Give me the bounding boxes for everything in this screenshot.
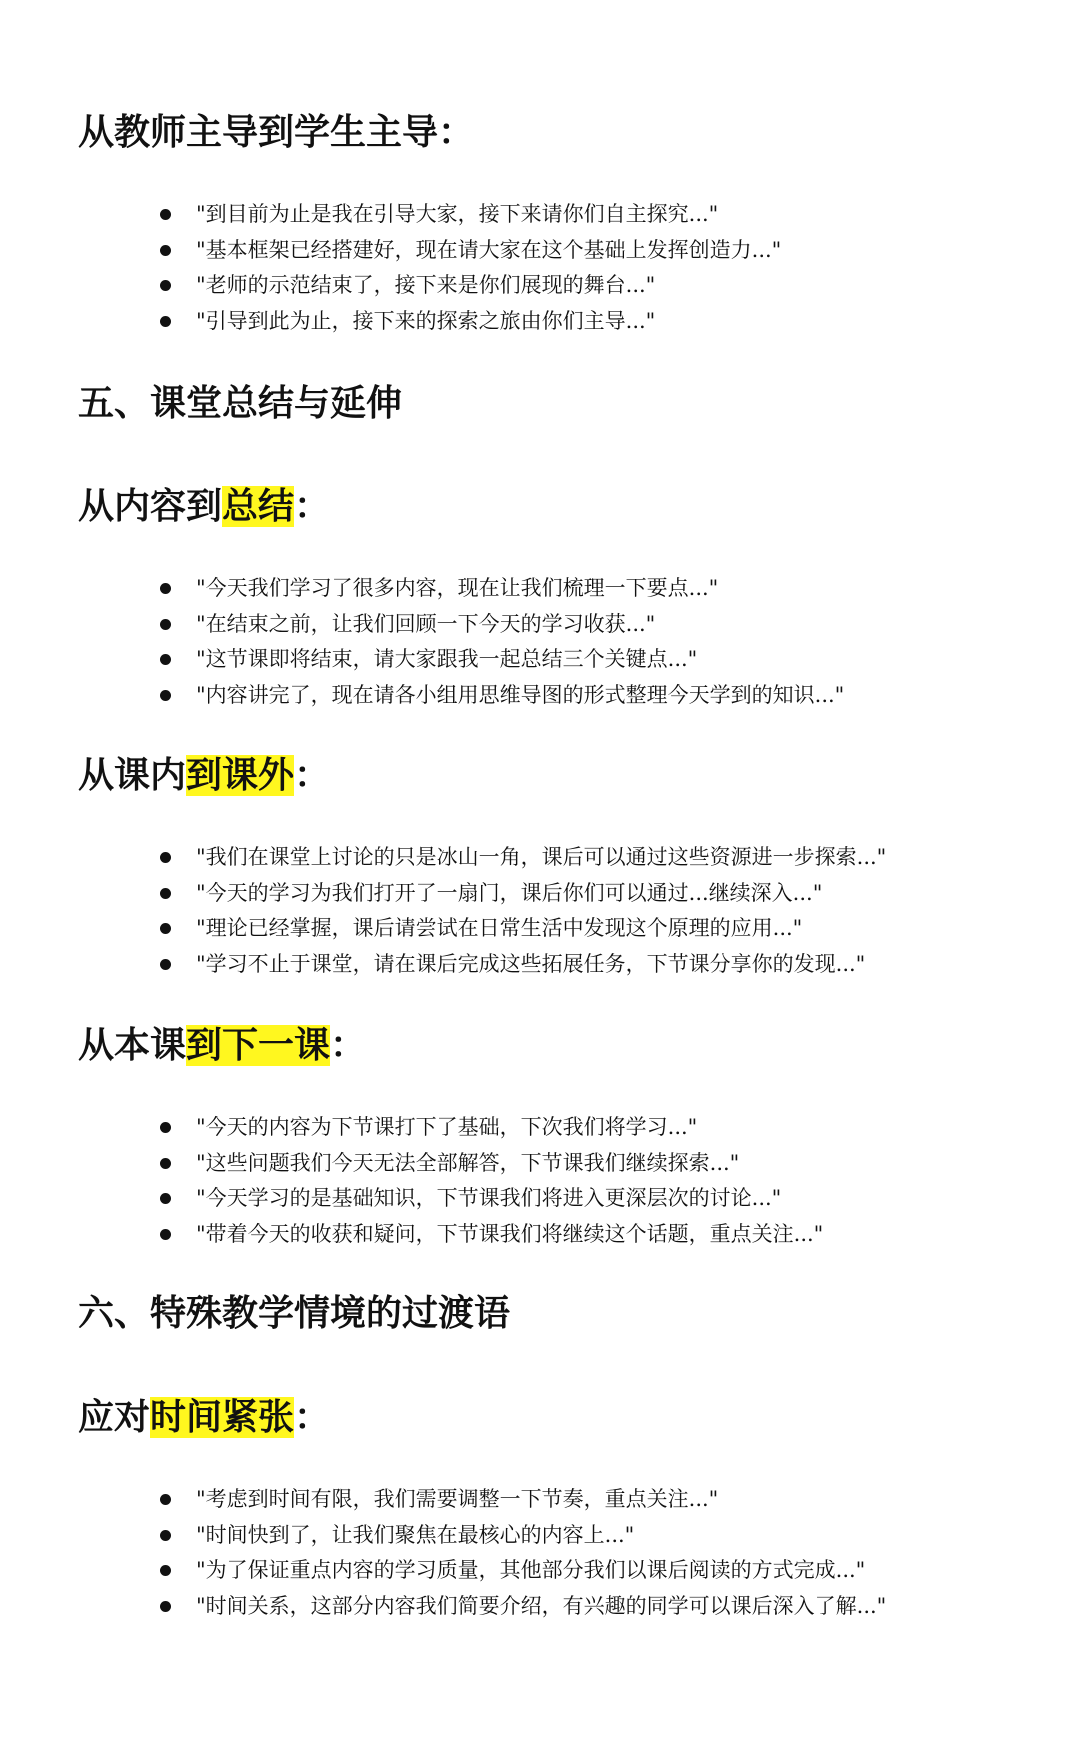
bullet-icon xyxy=(160,619,171,630)
bullet-icon xyxy=(160,1122,171,1133)
bullet-icon xyxy=(160,1494,171,1505)
bullet-icon xyxy=(160,316,171,327)
bullet-icon xyxy=(160,923,171,934)
bullet-icon xyxy=(160,654,171,665)
bullet-icon xyxy=(160,583,171,594)
bullet-icon xyxy=(160,209,171,220)
bullet-icon xyxy=(160,1229,171,1240)
bullet-icon xyxy=(160,1530,171,1541)
bullet-icon xyxy=(160,245,171,256)
highlighted-text: 时间紧张 xyxy=(150,1397,295,1438)
bullet-icon xyxy=(160,1158,171,1169)
section-heading-time-pressure: 应对时间紧张： xyxy=(78,1397,331,1438)
highlighted-text: 到课外 xyxy=(186,755,295,796)
section-heading-this-lesson-to-next: 从本课到下一课： xyxy=(78,1025,367,1066)
highlighted-text: 总结 xyxy=(222,486,295,527)
section-heading-teacher-to-student: 从教师主导到学生主导： xyxy=(78,112,475,153)
part-heading-summary-extension: 五、课堂总结与延伸 xyxy=(78,383,403,424)
bullet-icon xyxy=(160,280,171,291)
document-page: 从教师主导到学生主导： "到目前为止是我在引导大家，接下来请你们自主探究..." "基本框架已经搭建好，现在请大家在这个基础上发挥创造力..." "老师的示范结束了，接下来是你们展现的舞台..." "引导到此为止，接下来的探索之旅由你们主导..." 五、课堂总结与延伸 从内容到总结： "今天我们学习了很多内容，现在让我们梳理一下要点..." "在结束之前，让我们回顾一下今天的学习收获..." "这节课即将结束，请大家跟我一起总结三个关键点..." "内容讲完了，现在请各小组用思维导图的形式整理今天学到的知识..." 从课内到课外： "我们在课堂上讨论的只是冰山一角，课后可以通过这些资源进一步探索..." "今天的学习为我们打开了一扇门，课后你们可以通过...继续深入..." "理论已经掌握，课后请尝试在日常生活中发现这个原理的应用..." "学习不止于课堂，请在课后完成这些拓展任务，下节课分享你的发现..." 从本课到下一课： "今天的内容为下节课打下了基础，下次我们将学习..." "这些问题我们今天无法全部解答，下节课我们继续探索..." "今天学习的是基础知识，下节课我们将进入更深层次的讨论..." "带着今天的收获和疑问，下节课我们将继续这个话题，重点关注..." 六、特殊教学情境的过渡语 应对时间紧张： "考虑到时间有限，我们需要调整一下节奏，重点关注..." "时间快到了，让我们聚焦在最核心的内容上..." "为了保证重点内容的学习质量，其他部分我们以课后阅读的方式完成..." "时间关系，这部分内容我们简要介绍，有兴趣的同学可以课后深入了解..." xyxy=(0,0,1080,1739)
bullet-icon xyxy=(160,690,171,701)
bullet-icon xyxy=(160,888,171,899)
bullet-icon xyxy=(160,1193,171,1204)
bullet-icon xyxy=(160,1601,171,1612)
part-heading-special-situations: 六、特殊教学情境的过渡语 xyxy=(78,1293,511,1334)
section-heading-content-to-summary: 从内容到总结： xyxy=(78,486,331,527)
bullet-icon xyxy=(160,1565,171,1576)
highlighted-text: 到下一课 xyxy=(186,1025,331,1066)
bullet-icon xyxy=(160,959,171,970)
bullet-icon xyxy=(160,852,171,863)
section-heading-in-class-to-outside: 从课内到课外： xyxy=(78,755,331,796)
